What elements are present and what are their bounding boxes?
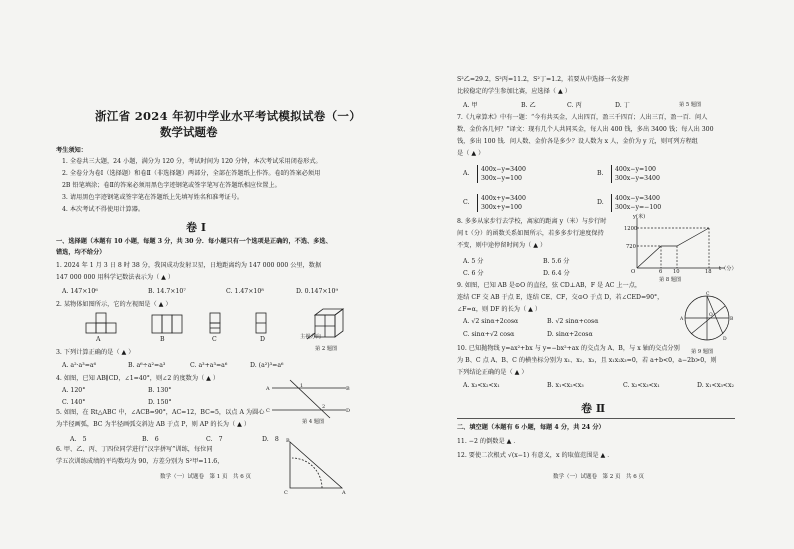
q9-figure-caption: 第 9 题图 bbox=[691, 349, 714, 355]
q9-option-a: A. √2 sinα+2cosα bbox=[463, 318, 519, 325]
q8-option-a: A. 5 分 bbox=[463, 258, 484, 265]
q9-option-d: D. sinα+2cosα bbox=[547, 331, 593, 338]
q7-option-c bbox=[477, 194, 526, 212]
q9-text: 9. 如图，已知 AB 是⊙O 的直径，弦 CD⊥AB，F 是 AC 上一点， bbox=[457, 282, 642, 289]
q8-option-d: D. 6.4 分 bbox=[543, 270, 570, 277]
q9-option-b: B. √2 sinα+cosα bbox=[547, 318, 599, 325]
q3-option-c: C. a³+a³=a⁶ bbox=[190, 362, 228, 369]
q9-option-c: C. sinα+√2 cosα bbox=[463, 331, 515, 338]
q5-figure-caption: 第 5 题图 bbox=[679, 102, 702, 108]
q1-option-a: A. 147×10⁶ bbox=[62, 288, 98, 295]
svg-text:C: C bbox=[706, 292, 710, 297]
q8-text: 不变，则中途停留时间为（ ▲ ） bbox=[457, 242, 547, 249]
q6-option-c: C. 丙 bbox=[567, 102, 582, 109]
q8-y-axis-label: y(米) bbox=[633, 214, 646, 220]
q2-option-a: A bbox=[96, 336, 101, 343]
svg-text:2: 2 bbox=[322, 404, 326, 410]
notice-line: 2. 全卷分为卷Ⅰ（选择题）和卷Ⅱ（非选择题）两部分，全部在答题纸上作答。卷Ⅰ的答案必须用 bbox=[62, 170, 321, 177]
q10-option-d: D. x₁<x₃<x₂ bbox=[697, 382, 734, 389]
q12-text: 12. 要使二次根式 √(x−1) 有意义，x 的取值范围是 ▲ ． bbox=[457, 452, 614, 459]
q7-option-b-letter: B. bbox=[597, 170, 604, 177]
svg-text:A: A bbox=[342, 490, 346, 496]
q4-option-c: C. 140° bbox=[62, 399, 86, 406]
q6-option-b: B. 乙 bbox=[521, 102, 536, 109]
q9-text: 连结 CF 交 AB 于点 E，连结 CE、CF，交⊙O 于点 D，若∠CED=90°， bbox=[457, 294, 664, 301]
q8-origin-label: O bbox=[631, 269, 636, 275]
q11-text: 11. −2 的倒数是 ▲ ． bbox=[457, 438, 520, 445]
q4-text: 4. 如图，已知 AB∥CD，∠1=40°，则∠2 的度数为（ ▲ ） bbox=[56, 375, 220, 382]
section-divider bbox=[457, 418, 735, 419]
q7-option-a-letter: A. bbox=[463, 170, 470, 177]
q10-option-a: A. x₃<x₂<x₁ bbox=[463, 382, 500, 389]
q8-x-tick-18: 18 bbox=[705, 269, 712, 275]
equation: 400x+y=3400 bbox=[481, 195, 526, 202]
q8-text: 间 t（分）的函数关系如图所示，若多多步行速度保持 bbox=[457, 230, 604, 237]
q7-text: 数、金价各几何？”译文：现有几个人共同买金，每人出 400 钱，多出 3400 钱；每人出 300 bbox=[457, 126, 714, 133]
q5-option-b: B. 6 bbox=[142, 436, 159, 443]
q2-figure-caption: 第 2 题图 bbox=[315, 346, 338, 352]
q1-option-b: B. 14.7×10⁷ bbox=[148, 288, 186, 295]
q8-x-tick-10: 10 bbox=[673, 269, 680, 275]
q7-option-b bbox=[611, 165, 660, 183]
q6-continued: 比较稳定的学生参加比赛，应选择（ ▲ ） bbox=[457, 88, 571, 95]
section-2-heading: 卷 Ⅱ bbox=[581, 402, 606, 415]
page-footer: 数学（一）试题卷 第 1 页 共 6 页 bbox=[160, 474, 251, 480]
q8-option-c: C. 6 分 bbox=[463, 270, 484, 277]
q4-figure-caption: 第 4 题图 bbox=[302, 419, 325, 425]
q10-text: 10. 已知抛物线 y=ax²+bx 与 y=−bx²+ax 的交点为 A、B，与 x 轴的交点分别 bbox=[457, 345, 680, 352]
q4-option-b: B. 130° bbox=[148, 387, 172, 394]
q5-option-d: D. 8 bbox=[262, 436, 279, 443]
q3-option-a: A. a²·a³=a⁶ bbox=[62, 362, 97, 369]
equation: 300x−y=3400 bbox=[615, 175, 660, 182]
q3-option-d: D. (a²)³=a⁶ bbox=[250, 362, 284, 369]
q7-text: 7.《九章算术》中有一题：“今有共买金，人出四百，盈三千四百；人出三百，盈一百．问人 bbox=[457, 114, 708, 121]
q7-option-d-letter: D. bbox=[597, 199, 604, 206]
svg-text:B: B bbox=[286, 438, 290, 444]
part1-heading: 一、选择题（本题有 10 小题，每题 3 分，共 30 分．每小题只有一个选项是正确的，不选、多选、 bbox=[56, 238, 332, 245]
equation: 400x−y=100 bbox=[615, 166, 656, 173]
q10-option-b: B. x₁<x₂<x₃ bbox=[547, 382, 584, 389]
svg-text:D: D bbox=[346, 408, 351, 414]
q7-text: 是（ ▲ ） bbox=[457, 150, 485, 157]
equation: 400x−y=3400 bbox=[481, 166, 526, 173]
q4-option-a: A. 120° bbox=[62, 387, 86, 394]
equation: 300x−y=100 bbox=[481, 175, 522, 182]
notice-heading: 考生须知： bbox=[56, 147, 87, 154]
svg-text:B: B bbox=[346, 386, 350, 392]
q6-continued: S²乙=29.2，S²丙=11.2，S²丁=1.2，若要从中选择一名发挥 bbox=[457, 76, 630, 83]
svg-text:C: C bbox=[284, 490, 288, 496]
svg-text:D: D bbox=[723, 337, 727, 342]
equation: 400x−y=3400 bbox=[615, 195, 660, 202]
page-footer: 数学（一）试题卷 第 2 页 共 6 页 bbox=[553, 474, 644, 480]
q8-x-axis-label: t（分） bbox=[719, 266, 737, 272]
q7-text: 钱，多出 100 钱．问人数、金价各是多少？设人数为 x 人，金价为 y 元，则可列方程组 bbox=[457, 138, 698, 145]
q5-option-c: C. 7 bbox=[206, 436, 223, 443]
equation: 300x+y=100 bbox=[481, 204, 522, 211]
q8-figure-caption: 第 8 题图 bbox=[659, 277, 682, 283]
q5-triangle-figure bbox=[282, 436, 352, 496]
exam-title: 浙江省 2024 年初中学业水平考试模拟试卷（一） bbox=[95, 109, 362, 123]
q9-circle-figure bbox=[679, 290, 735, 346]
q6-text: 6. 甲、乙、丙、丁四位同学进行“汉字拼写”训练，每位同 bbox=[56, 446, 213, 453]
q7-option-d bbox=[611, 194, 661, 212]
page-right bbox=[397, 0, 794, 549]
notice-line: 2B 铅笔填涂；卷Ⅱ的答案必须用黑色字迹钢笔或签字笔写在答题纸相应位置上。 bbox=[62, 182, 281, 189]
equation: 300x−y=−100 bbox=[615, 204, 662, 211]
q8-text: 8. 多多从家步行去学校，离家的距离 y（米）与步行时 bbox=[457, 218, 607, 225]
section-1-heading: 卷 Ⅰ bbox=[186, 221, 206, 234]
q3-text: 3. 下列计算正确的是（ ▲ ） bbox=[56, 349, 135, 356]
q8-option-b: B. 5.6 分 bbox=[543, 258, 570, 265]
q10-text: 为 B、C 点 A、B、C 的横坐标分别为 x₁、x₂、x₃，且 x₁x₂x₃=0，若 a+b<0，a−2b>0，则 bbox=[457, 357, 717, 364]
q10-text: 下列结论正确的是（ ▲ ） bbox=[457, 369, 528, 376]
part1-heading-cont: 错选，均不给分） bbox=[56, 249, 106, 256]
q7-option-c-letter: C. bbox=[463, 199, 470, 206]
q8-x-tick-6: 6 bbox=[659, 269, 663, 275]
svg-text:C: C bbox=[266, 408, 270, 414]
q3-option-b: B. a⁶÷a²=a³ bbox=[128, 362, 166, 369]
part2-heading: 二、填空题（本题有 6 小题，每题 4 分，共 24 分） bbox=[457, 424, 605, 431]
q6-option-d: D. 丁 bbox=[615, 102, 630, 109]
svg-text:1: 1 bbox=[300, 383, 304, 389]
q4-option-d: D. 150° bbox=[148, 399, 172, 406]
q7-option-a bbox=[477, 165, 526, 183]
svg-text:A: A bbox=[680, 317, 684, 322]
q10-option-c: C. x₂<x₃<x₁ bbox=[623, 382, 660, 389]
q4-parallel-lines-figure bbox=[266, 380, 351, 420]
q5-text: 为半径画弧，BC 为半径画弧交斜边 AB 于点 P，则 AP 的长为（ ▲ ） bbox=[56, 421, 251, 428]
notice-line: 3. 请用黑色字迹钢笔或签字笔在答题纸上先填写姓名和准考证号。 bbox=[62, 194, 244, 201]
svg-text:A: A bbox=[266, 386, 270, 392]
q2-option-c: C bbox=[212, 336, 217, 343]
notice-line: 4. 本次考试不得使用计算器。 bbox=[62, 206, 145, 213]
q1-text: 147 000 000 用科学记数法表示为（ ▲ ） bbox=[56, 274, 175, 281]
q2-view-direction-label: 主视方向 bbox=[300, 334, 321, 340]
q8-y-tick-720: 720 bbox=[626, 244, 636, 250]
q2-text: 2. 某物体如图所示，它的左视图是（ ▲ ） bbox=[56, 301, 172, 308]
q2-options-figure bbox=[86, 313, 336, 345]
q1-option-c: C. 1.47×10⁸ bbox=[226, 288, 264, 295]
q5-option-a: A. 5 bbox=[70, 436, 87, 443]
q5-text: 5. 如图，在 Rt△ABC 中，∠ACB=90°，AC=12，BC=5，以点 A 为圆心 bbox=[56, 409, 265, 416]
q2-option-b: B bbox=[160, 336, 165, 343]
q1-option-d: D. 0.147×10⁹ bbox=[296, 288, 338, 295]
exam-subtitle: 数学试题卷 bbox=[160, 125, 218, 139]
q9-text: ∠F=α，则 DF 的长为（ ▲ ） bbox=[457, 306, 542, 313]
q2-option-d: D bbox=[260, 336, 265, 343]
svg-text:O: O bbox=[709, 313, 713, 318]
q6-text: 学五次训练成绩的平均数均为 90，方差分别为 S²甲=11.6， bbox=[56, 458, 224, 465]
q1-text: 1. 2024 年 1 月 3 日 8 时 38 分，我国成功发射卫星，日地距离约为 147 000 000 公里，数据 bbox=[56, 262, 322, 269]
q8-y-tick-1200: 1200 bbox=[624, 226, 638, 232]
svg-text:B: B bbox=[730, 317, 734, 322]
notice-line: 1. 全卷共三大题，24 小题，满分为 120 分，考试时间为 120 分钟，本次考试采用闭卷形式。 bbox=[62, 158, 322, 165]
q6-option-a: A. 甲 bbox=[463, 102, 478, 109]
